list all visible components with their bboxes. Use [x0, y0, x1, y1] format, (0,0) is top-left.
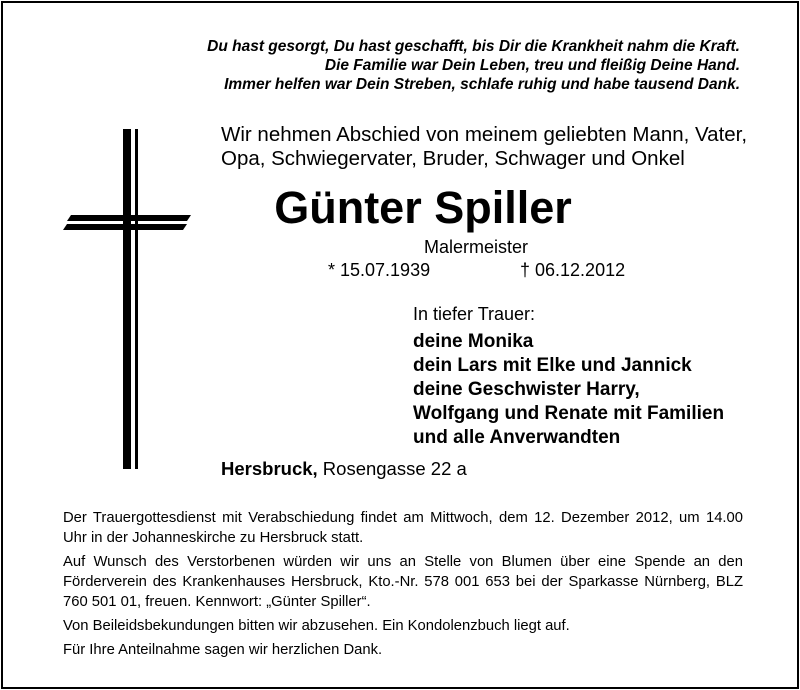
service-note: Der Trauergottesdienst mit Verabschiedung findet am Mittwoch, dem 12. Dezember 2012, um 14.00 Uhr in der Johanneskirche zu Hersbruck statt.: [63, 510, 743, 546]
intro-line-1: Wir nehmen Abschied von meinem geliebten Mann, Vater,: [221, 123, 748, 146]
mourner-line-3: deine Geschwister Harry,: [413, 379, 640, 400]
condolences-note: Von Beileidsbekundungen bitten wir abzusehen. Ein Kondolenzbuch liegt auf.: [63, 618, 570, 634]
thanks-note: Für Ihre Anteilnahme sagen wir herzlichen Dank.: [63, 642, 383, 658]
mourner-line-5: und alle Anverwandten: [413, 427, 621, 448]
family-address: [221, 457, 467, 481]
memorial-poem: [207, 37, 740, 94]
birth-date: * 15.07.1939: [328, 260, 431, 280]
mourner-line-4: Wolfgang und Renate mit Familien: [413, 403, 725, 424]
deceased-name: Günter Spiller: [274, 182, 572, 233]
obituary-frame: [1, 1, 799, 689]
intro-line-2: Opa, Schwiegervater, Bruder, Schwager und Onkel: [221, 147, 685, 170]
address-street: Rosengasse 22 a: [322, 458, 467, 479]
mourner-line-2: dein Lars mit Elke und Jannick: [413, 355, 692, 376]
cross-icon: [63, 129, 193, 469]
mourners-list: [413, 330, 724, 450]
donation-note: Auf Wunsch des Verstorbenen würden wir uns an Stelle von Blumen über eine Spende an den Förderverein des Krankenhauses Hersbruck, Kto.-Nr. 578 001 653 bei der Sparkasse Nürnberg, BLZ 760 501 01, freuen. Kennwort: „Günter Spiller“.: [63, 554, 743, 610]
poem-line-2: Die Familie war Dein Leben, treu und fleißig Deine Hand.: [324, 57, 740, 74]
mourning-heading: In tiefer Trauer:: [413, 304, 536, 324]
poem-line-1: Du hast gesorgt, Du hast geschafft, bis Dir die Krankheit nahm die Kraft.: [207, 38, 740, 55]
mourner-line-1: deine Monika: [413, 331, 534, 352]
death-date: † 06.12.2012: [520, 260, 626, 280]
deceased-profession: Malermeister: [424, 237, 529, 257]
funeral-notes: [63, 508, 743, 664]
poem-line-3: Immer helfen war Dein Streben, schlafe ruhig und habe tausend Dank.: [224, 76, 740, 93]
address-city: Hersbruck,: [221, 458, 318, 479]
farewell-intro: [221, 123, 747, 171]
